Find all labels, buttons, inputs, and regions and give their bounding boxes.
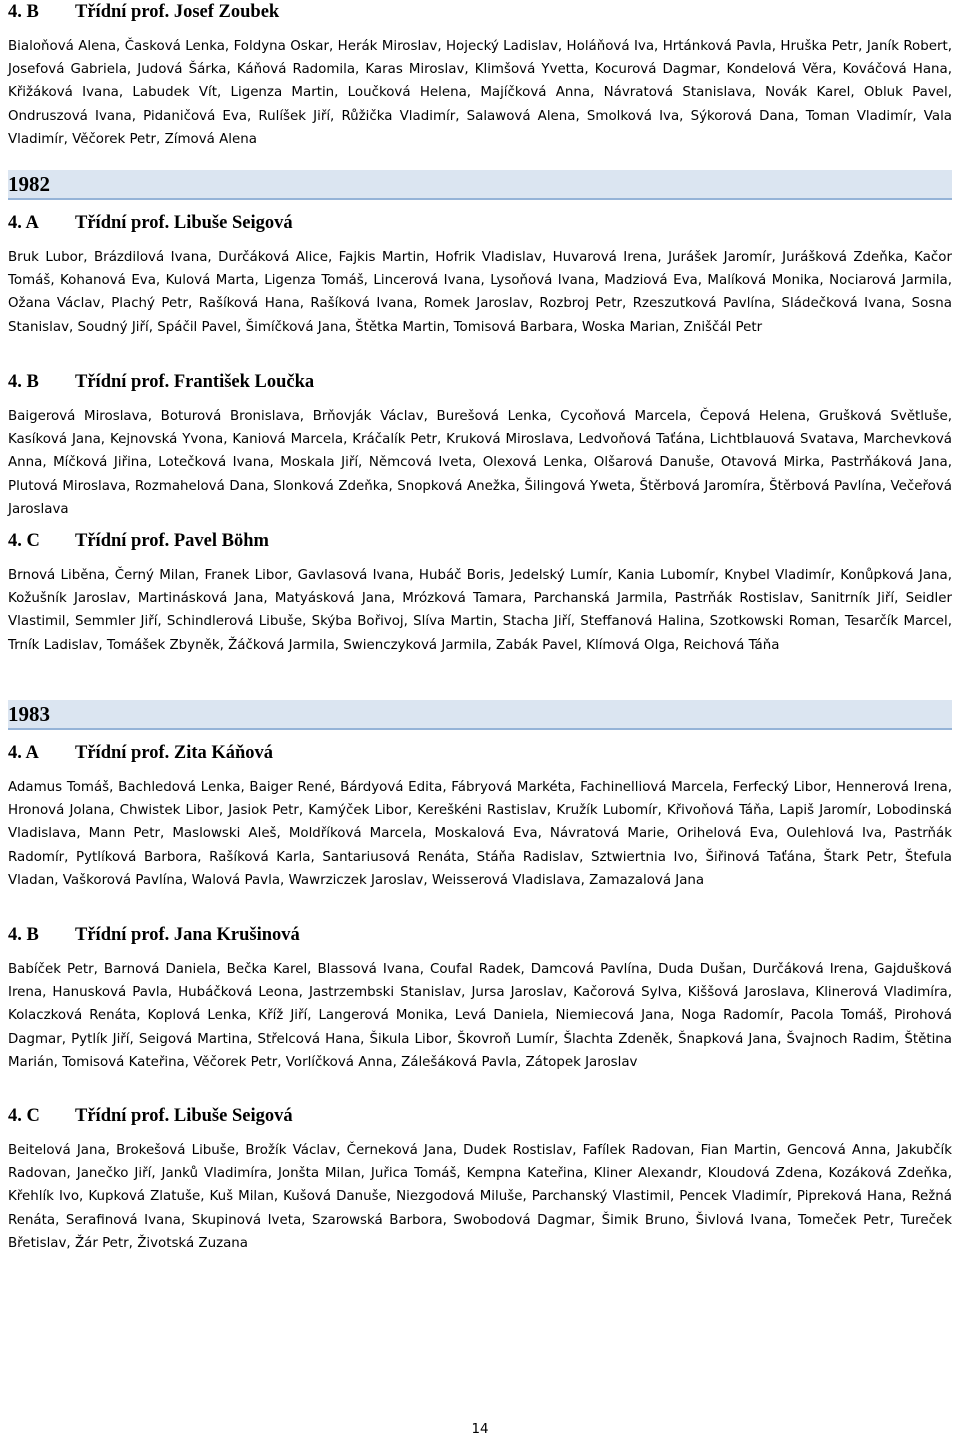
year-label: 1982 — [8, 172, 50, 196]
class-code: 4. C — [8, 1106, 40, 1126]
student-list: Bialoňová Alena, Časková Lenka, Foldyna Oskar, Herák Miroslav, Hojecký Ladislav, Holáňová Iva, Hrtánková Pavla, Hruška Petr, Janík Robert, Josefová Gabriela, Judová Šárka, Káňová Radomila, Karas Miroslav, Klimšová Yvetta, Kocurová Dagmar, Kondelová Věra, Kováčová Hana, Křižáková Ivana, Labudek Vít, Ligenza Martin, Loučková Helena, Majíčková Anna, Návratová Stanislava, Novák Karel, Obluk Pavel, Ondruszová Ivana, Pidaničová Eva, Rulíšek Jiří, Růžička Vladimír, Salawová Alena, Smolková Iva, Sýkorová Dana, Toman Vladimír, Vala Vladimír, Věčorek Petr, Zímová Alena — [8, 39, 952, 147]
student-list: Brnová Liběna, Černý Milan, Franek Libor, Gavlasová Ivana, Hubáč Boris, Jedelský Lumír, Kania Lubomír, Knybel Vladimír, Konůpková Jana, Kožušník Jaroslav, Martinásková Jana, Matyásková Jana, Mrózková Tamara, Parchanská Jarmila, Pastrňák Rostislav, Sanitrník Jiří, Seidler Vlastimil, Semmler Jiří, Schindlerová Libuše, Skýba Bořivoj, Slíva Martin, Stacha Jiří, Steffanová Halina, Szotkowski Roman, Tesarčík Marcel, Trník Ladislav, Tomášek Zbyněk, Žáčková Jarmila, Swienczyková Jarmila, Zabák Pavel, Klímová Olga, Reichová Táňa — [8, 568, 952, 653]
class-heading — [8, 741, 952, 765]
class-section-1982-4b — [8, 370, 952, 521]
class-code: 4. C — [8, 531, 40, 551]
class-teacher: Třídní prof. Libuše Seigová — [75, 1106, 293, 1126]
class-code: 4. A — [8, 743, 39, 763]
year-header-1982 — [8, 170, 952, 200]
class-teacher: Třídní prof. Zita Káňová — [75, 743, 274, 763]
class-heading — [8, 0, 952, 24]
class-teacher: Třídní prof. Libuše Seigová — [75, 213, 293, 233]
class-teacher: Třídní prof. Pavel Böhm — [75, 531, 269, 551]
class-heading — [8, 1104, 952, 1128]
student-list: Baigerová Miroslava, Boturová Bronislava, Brňovják Václav, Burešová Lenka, Cycoňová Marcela, Čepová Helena, Grušková Světluše, Kasíková Jana, Kejnovská Yvona, Kaniová Marcela, Kráčalík Petr, Kruková Miroslava, Ledvoňová Taťána, Lichtblauová Svatava, Marchevková Anna, Míčková Jiřina, Lotečková Ivana, Moskala Jiří, Němcová Iveta, Olexová Lenka, Olšarová Danuše, Otavová Mirka, Pastrňáková Jana, Plutová Miroslava, Rozmahelová Dana, Slonková Zdeňka, Snopková Anežka, Šilingová Yweta, Štěrbová Jaromíra, Štěrbová Pavlína, Večeřová Jaroslava — [8, 409, 952, 517]
class-code: 4. B — [8, 2, 39, 22]
class-section-1982-4c — [8, 529, 952, 657]
class-teacher: Třídní prof. František Loučka — [75, 372, 315, 392]
class-code: 4. B — [8, 372, 39, 392]
class-section-1982-4a — [8, 211, 952, 339]
class-teacher: Třídní prof. Jana Krušinová — [75, 925, 300, 945]
class-code: 4. B — [8, 925, 39, 945]
class-section-1983-4b — [8, 923, 952, 1074]
class-section-1981-4b — [8, 0, 952, 151]
class-heading — [8, 370, 952, 394]
class-heading — [8, 923, 952, 947]
student-list: Beitelová Jana, Brokešová Libuše, Brožík Václav, Černeková Jana, Dudek Rostislav, Fafílek Radovan, Fian Martin, Gencová Anna, Jakubčík Radovan, Janečko Jiří, Janků Vladimíra, Jonšta Milan, Juřica Tomáš, Kempna Kateřina, Kliner Alexandr, Kloudová Zdena, Kozáková Zdeňka, Křehlík Ivo, Kupková Zlatuše, Kuš Milan, Kušová Danuše, Niezgodová Miluše, Parchanský Vlastimil, Pencek Vladimír, Pipreková Hana, Režná Renáta, Serafinová Ivana, Skupinová Iveta, Szarowská Barbora, Swobodová Dagmar, Šimik Bruno, Šivlová Ivana, Tomeček Petr, Tureček Břetislav, Žár Petr, Životská Zuzana — [8, 1143, 952, 1251]
student-list: Bruk Lubor, Brázdilová Ivana, Durčáková Alice, Fajkis Martin, Hofrik Vladislav, Huvarová Irena, Jurášek Jaromír, Jurášková Zdeňka, Kačor Tomáš, Kohanová Eva, Kulová Marta, Ligenza Tomáš, Lincerová Ivana, Lysoňová Ivana, Madziová Eva, Malíková Monika, Nociarová Jarmila, Ožana Václav, Plachý Petr, Rašíková Hana, Rašíková Ivana, Romek Jaroslav, Rozbroj Petr, Rzeszutková Pavlína, Sládečková Ivana, Sosna Stanislav, Soudný Jiří, Spáčil Pavel, Šimíčková Jana, Štětka Martin, Tomisová Barbara, Woska Marian, Zniščál Petr — [8, 250, 952, 335]
class-section-1983-4a — [8, 741, 952, 892]
class-teacher: Třídní prof. Josef Zoubek — [75, 2, 280, 22]
student-list: Babíček Petr, Barnová Daniela, Bečka Karel, Blassová Ivana, Coufal Radek, Damcová Pavlína, Duda Dušan, Durčáková Irena, Gajdušková Irena, Hanusková Pavla, Hubáčková Leona, Jastrzembski Stanislav, Jursa Jaroslav, Kačorová Sylva, Kiššová Jaroslava, Klinerová Vladimíra, Kolaczková Renáta, Koplová Lenka, Kříž Jiří, Langerová Monika, Levá Daniela, Niemiecová Jana, Noga Radomír, Pacola Tomáš, Pirohová Dagmar, Pytlík Jiří, Seigová Martina, Střelcová Hana, Šikula Libor, Škovroň Lumír, Šlachta Zdeněk, Šnapková Jana, Švajnoch Radim, Štětina Marián, Tomisová Kateřina, Věčorek Petr, Vorlíčková Anna, Zálešáková Pavla, Zátopek Jaroslav — [8, 962, 952, 1070]
year-label: 1983 — [8, 702, 50, 726]
class-heading — [8, 529, 952, 553]
page-number: 14 — [471, 1422, 489, 1437]
year-header-1983 — [8, 700, 952, 730]
class-heading — [8, 211, 952, 235]
class-code: 4. A — [8, 213, 39, 233]
class-section-1983-4c — [8, 1104, 952, 1255]
student-list: Adamus Tomáš, Bachledová Lenka, Baiger René, Bárdyová Edita, Fábryová Markéta, Fachinelliová Marcela, Ferfecký Libor, Hennerová Irena, Hronová Jolana, Chwistek Libor, Jasiok Petr, Kamýček Libor, Kereškéni Rastislav, Kružík Lubomír, Křivoňová Táňa, Lapiš Jaromír, Lobodinská Vladislava, Mann Petr, Maslowski Aleš, Moldříková Marcela, Moskalová Eva, Návratová Marie, Orihelová Eva, Oulehlová Iva, Pastrňák Radomír, Pytlíková Barbora, Rašíková Karla, Santariusová Renáta, Stáňa Radislav, Sztwiertnia Ivo, Šiřinová Taťána, Štark Petr, Štefula Vladan, Vaškorová Pavlína, Walová Pavla, Wawrziczek Jaroslav, Weisserová Vladislava, Zamazalová Jana — [8, 780, 952, 888]
